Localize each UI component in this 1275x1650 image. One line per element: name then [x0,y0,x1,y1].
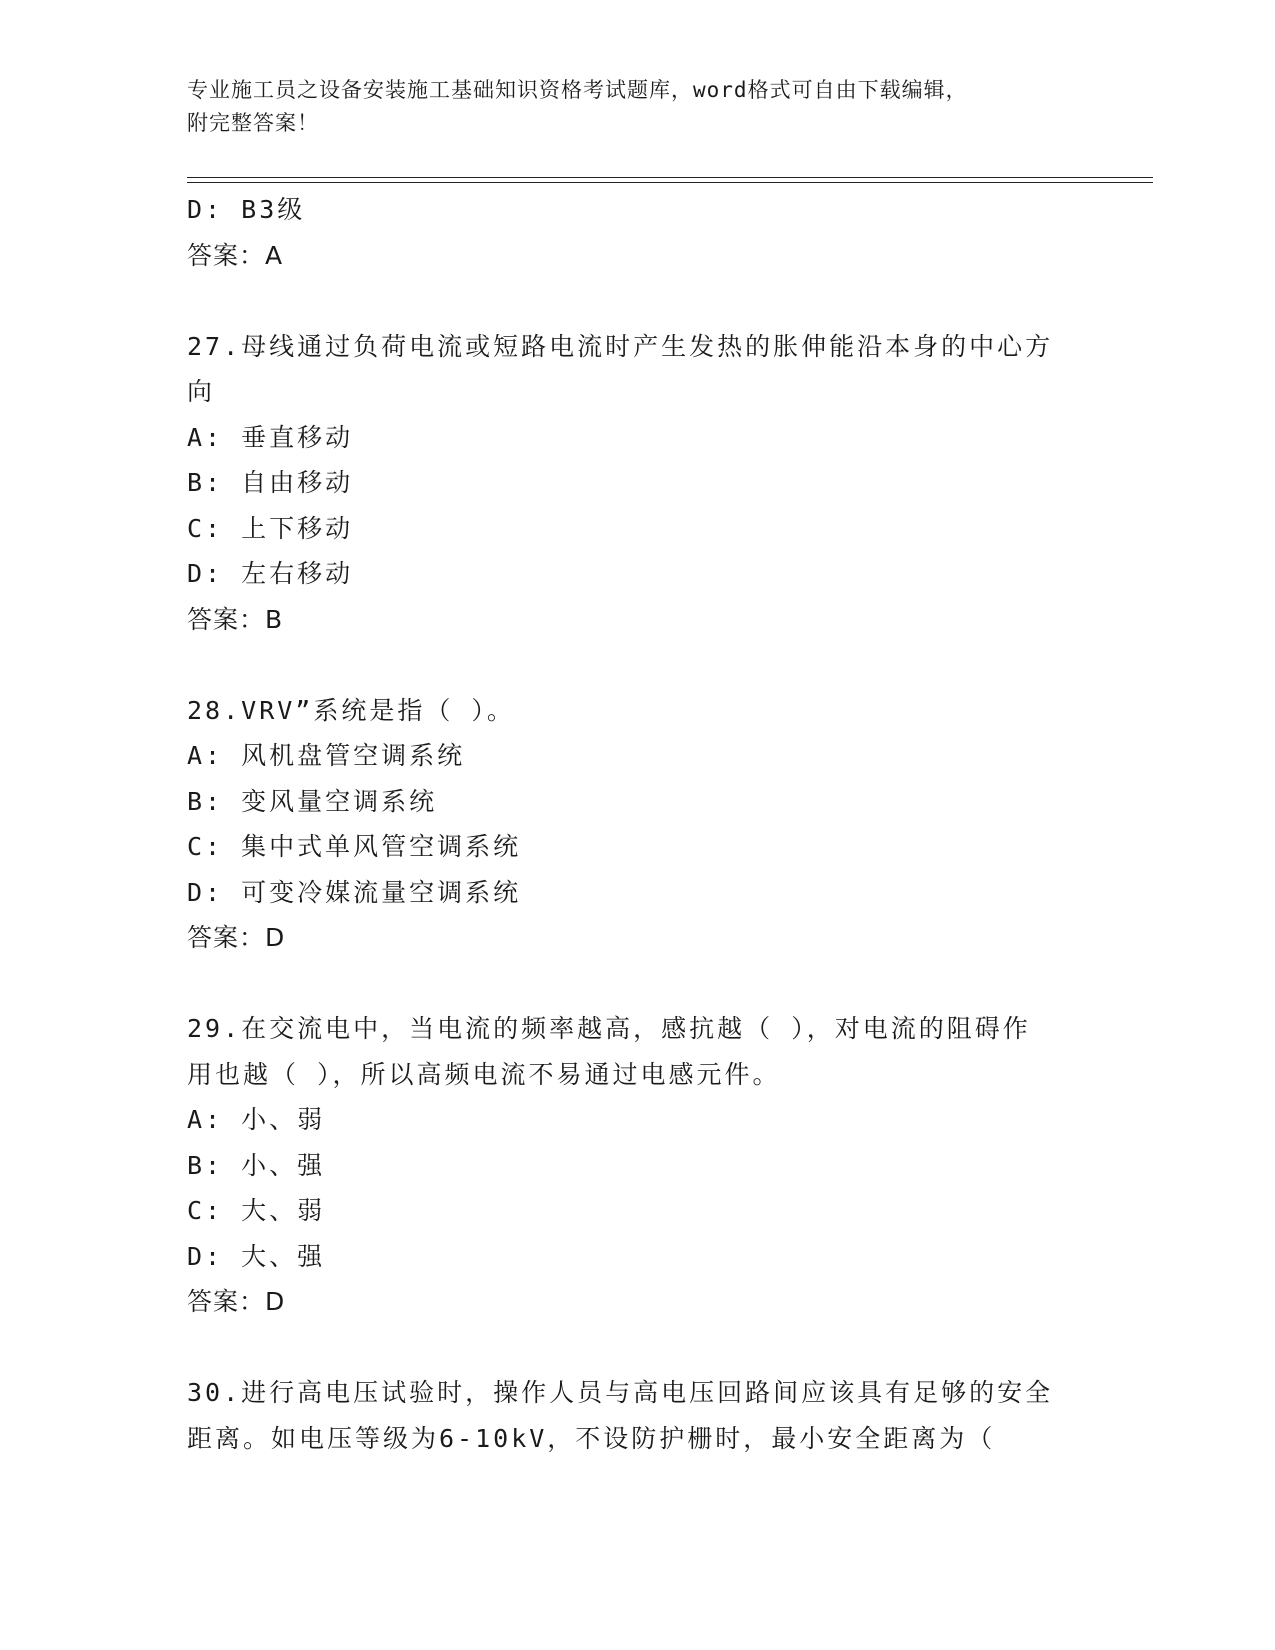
option-a: A: 风机盘管空调系统 [187,741,466,770]
option-a: A: 小、弱 [187,1105,326,1134]
question-text-line1: 30.进行高电压试验时，操作人员与高电压回路间应该具有足够的安全 [187,1378,1054,1407]
question-text-line1: 27.母线通过负荷电流或短路电流时产生发热的胀伸能沿本身的中心方 [187,331,1054,361]
header-title-line2: 附完整答案！ [187,111,319,135]
spacer [187,961,1087,1007]
option-c: C: 大、弱 [187,1196,326,1225]
question-text-line2: 用也越（ ），所以高频电流不易通过电感元件。 [187,1059,781,1089]
header-title-line1: 专业施工员之设备安装施工基础知识资格考试题库，word格式可自由下载编辑， [187,78,968,102]
question-26-tail [187,187,1087,278]
question-27 [187,324,1087,643]
question-28 [187,688,1087,961]
spacer [187,642,1087,688]
question-text-line2: 向 [187,377,216,406]
option-b: B: 小、强 [187,1150,326,1180]
option-b: B: 变风量空调系统 [187,786,438,816]
answer-line: 答案：D [187,1287,286,1316]
header-divider-top [187,177,1153,178]
answer-line: 答案：B [187,604,284,634]
question-text-line1: 29.在交流电中，当电流的频率越高，感抗越（ ），对电流的阻碍作 [187,1014,1031,1043]
question-text-line2: 距离。如电压等级为6-10kV，不设防护栅时，最小安全距离为（ [187,1423,996,1453]
option-b: B: 自由移动 [187,468,354,497]
answer-line: 答案：A [187,240,284,270]
option-d: D: 大、强 [187,1241,326,1271]
question-list [187,187,1087,1461]
answer-line: 答案：D [187,923,286,952]
spacer [187,1325,1087,1371]
option-d: D: 可变冷媒流量空调系统 [187,877,522,907]
document-header [187,74,1087,140]
option-a: A: 垂直移动 [187,422,354,452]
option-d: D: 左右移动 [187,559,354,588]
spacer [187,278,1087,324]
option-c: C: 集中式单风管空调系统 [187,832,522,861]
question-30 [187,1370,1087,1461]
option-c: C: 上下移动 [187,513,354,543]
question-text-line1: 28.VRV”系统是指（ ）。 [187,695,515,725]
question-29 [187,1006,1087,1325]
header-divider-bottom [187,182,1153,183]
option-d: D: B3级 [187,195,306,224]
